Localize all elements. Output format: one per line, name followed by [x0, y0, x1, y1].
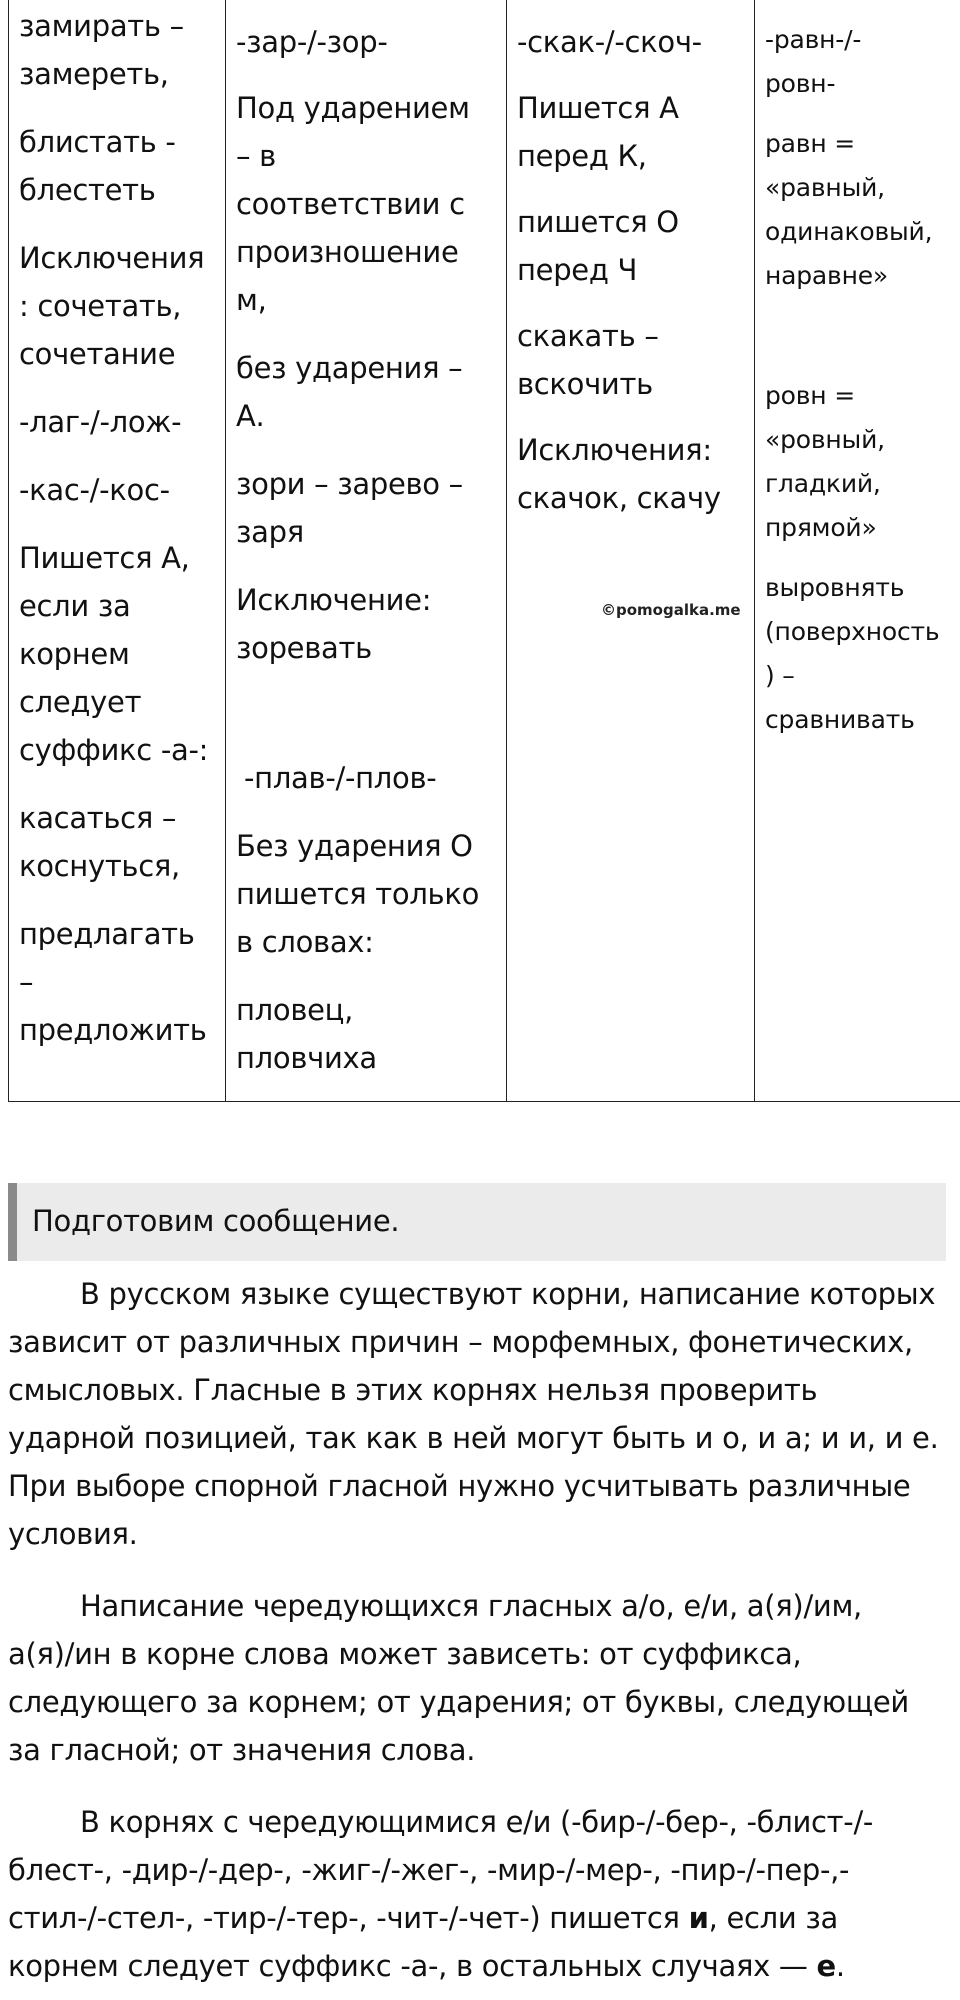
- cell-content-col3: [507, 0, 754, 1101]
- list-item: пловчиха: [236, 1041, 377, 1075]
- paragraph-line: следующего за корнем; от ударения; от буквы, следующей: [8, 1685, 909, 1719]
- list-item: : сочетать,: [19, 289, 182, 323]
- list-item: ровн =: [765, 381, 855, 410]
- list-item: «равный,: [765, 173, 885, 202]
- list-item: «ровный,: [765, 425, 885, 454]
- bold-letter-e: е: [816, 1949, 836, 1983]
- paragraph-line: условия.: [8, 1517, 138, 1551]
- cell-content-col2: [226, 0, 506, 1101]
- list-item: пловец,: [236, 993, 354, 1027]
- list-item: ) –: [765, 661, 795, 690]
- list-item: Исключения: [19, 241, 205, 275]
- cell-content-col4: [755, 0, 960, 1101]
- paragraph-line: за гласной; от значения слова.: [8, 1733, 476, 1767]
- paragraph-text: .: [835, 1949, 845, 1983]
- list-item: блестеть: [19, 173, 156, 207]
- list-item: -равн-/-: [765, 25, 862, 54]
- list-item: наравне»: [765, 261, 889, 290]
- list-item: скакать –: [517, 319, 659, 353]
- cell-content-col1: [9, 0, 225, 1101]
- list-item: в словах:: [236, 925, 374, 959]
- list-item: без ударения –: [236, 351, 463, 385]
- paragraph-text: стил-/-стел-, -тир-/-тер-, -чит-/-чет-) пишется: [8, 1901, 689, 1935]
- list-item: скачок, скачу: [517, 481, 721, 515]
- list-item: Исключение:: [236, 583, 432, 617]
- list-item: м,: [236, 283, 267, 317]
- list-item: соответствии с: [236, 187, 465, 221]
- list-item: гладкий,: [765, 469, 881, 498]
- list-item: – в: [236, 139, 276, 173]
- watermark: ©pomogalka.me: [601, 601, 741, 619]
- list-item: -зар-/-зор-: [236, 25, 388, 59]
- table-cell-col4: [755, 0, 960, 1102]
- paragraph-line: [8, 1900, 838, 1936]
- paragraph-line: а(я)/ин в корне слова может зависеть: от суффикса,: [8, 1637, 802, 1671]
- list-item: коснуться,: [19, 849, 180, 883]
- list-item: Пишется А,: [19, 541, 190, 575]
- list-item: перед Ч: [517, 253, 638, 287]
- list-item: ровн-: [765, 69, 836, 98]
- paragraph-line: [8, 1948, 845, 1984]
- list-item: –: [19, 965, 34, 999]
- paragraph-line: В корнях с чередующимися е/и (-бир-/-бер-, -блист-/-: [80, 1805, 874, 1839]
- list-item: касаться –: [19, 801, 177, 835]
- list-item: сравнивать: [765, 705, 915, 734]
- paragraph-line: ударной позицией, так как в ней могут быть и о, и а; и и, и е.: [8, 1421, 939, 1455]
- list-item: Под ударением: [236, 91, 470, 125]
- list-item: сочетание: [19, 337, 176, 371]
- list-item: Пишется А: [517, 91, 679, 125]
- paragraph-line: блест-, -дир-/-дер-, -жиг-/-жег-, -мир-/-мер-, -пир-/-пер-,-: [8, 1853, 850, 1887]
- paragraph-line: При выборе спорной гласной нужно усчитывать различные: [8, 1469, 911, 1503]
- paragraph-line: зависит от различных причин – морфемных, фонетических,: [8, 1325, 913, 1359]
- paragraph-line: В русском языке существуют корни, написание которых: [80, 1277, 936, 1311]
- list-item: зоревать: [236, 631, 372, 665]
- list-item: прямой»: [765, 513, 877, 542]
- list-item: -скак-/-скоч-: [517, 25, 702, 59]
- list-item: -плав-/-плов-: [244, 761, 437, 795]
- list-item: суффикс -а-:: [19, 733, 209, 767]
- list-item: пишется О: [517, 205, 679, 239]
- list-item: замереть,: [19, 57, 169, 91]
- list-item: вскочить: [517, 367, 653, 401]
- list-item: Без ударения О: [236, 829, 473, 863]
- list-item: равн =: [765, 129, 855, 158]
- roots-rules-table: [8, 0, 960, 1102]
- list-item: замирать –: [19, 9, 184, 43]
- bold-letter-i: и: [688, 1901, 709, 1935]
- list-item: произношение: [236, 235, 459, 269]
- table-cell-col1: [9, 0, 226, 1102]
- list-item: (поверхность: [765, 617, 940, 646]
- list-item: -лаг-/-лож-: [19, 405, 182, 439]
- list-item: предложить: [19, 1013, 207, 1047]
- paragraph-text: корнем следует суффикс -а-, в остальных случаях —: [8, 1949, 817, 1983]
- section-heading: Подготовим сообщение.: [32, 1204, 400, 1238]
- list-item: корнем: [19, 637, 130, 671]
- list-item: пишется только: [236, 877, 480, 911]
- table-row: [9, 0, 960, 1102]
- table-cell-col3: [507, 0, 755, 1102]
- list-item: предлагать: [19, 917, 195, 951]
- list-item: Исключения:: [517, 433, 712, 467]
- list-item: зори – зарево –: [236, 467, 463, 501]
- list-item: следует: [19, 685, 142, 719]
- paragraph-line: Написание чередующихся гласных а/о, е/и, а(я)/им,: [80, 1589, 862, 1623]
- list-item: выровнять: [765, 573, 905, 602]
- table-cell-col2: [226, 0, 507, 1102]
- list-item: одинаковый,: [765, 217, 933, 246]
- list-item: А.: [236, 399, 265, 433]
- paragraph-text: , если за: [708, 1901, 838, 1935]
- list-item: -кас-/-кос-: [19, 473, 170, 507]
- list-item: перед К,: [517, 139, 647, 173]
- list-item: если за: [19, 589, 131, 623]
- list-item: блистать -: [19, 125, 176, 159]
- paragraph-line: смысловых. Гласные в этих корнях нельзя проверить: [8, 1373, 818, 1407]
- list-item: заря: [236, 515, 304, 549]
- section-heading-bar: [8, 1183, 946, 1261]
